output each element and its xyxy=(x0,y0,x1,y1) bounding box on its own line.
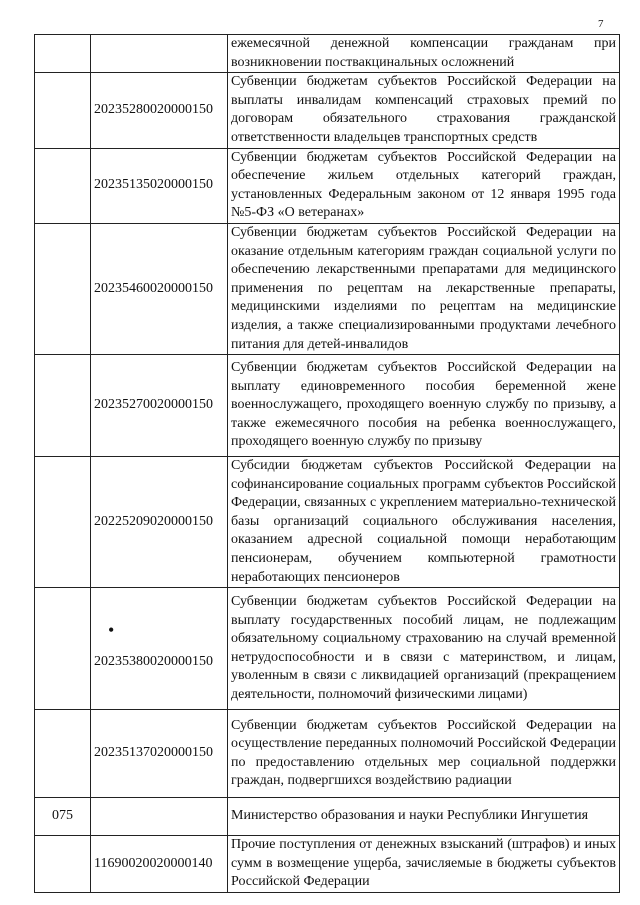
budget-code-cell: 20235135020000150 xyxy=(91,148,228,223)
table-row xyxy=(35,836,620,893)
admin-code-cell xyxy=(35,355,91,457)
budget-code-cell xyxy=(91,35,228,73)
admin-code-cell xyxy=(35,148,91,223)
revenue-name-cell: Субвенции бюджетам субъектов Российской Федерации на выплату государственных пособий лицам, не подлежащим обязательному социальному страхованию на случай временной нетрудоспособности и в связи с материнством, и лицам, уволенным в связи с ликвидацией организаций (прекращением деятельности, полномочий физическими лицами) xyxy=(228,588,620,710)
table-row xyxy=(35,588,620,710)
budget-code-cell: 20235137020000150 xyxy=(91,710,228,798)
page-number: 7 xyxy=(598,18,604,30)
table-row xyxy=(35,457,620,588)
budget-code-text: 20235380020000150 xyxy=(94,654,213,670)
revenue-name-cell: Субсидии бюджетам субъектов Российской Федерации на софинансирование социальных программ субъектов Российской Федерации, связанных с укреплением материально-технической базы организаций социального обслуживания населения, оказанием адресной социальной помощи неработающим пенсионерам, обучением компьютерной грамотности неработающих пенсионеров xyxy=(228,457,620,588)
table-row xyxy=(35,73,620,148)
table-row xyxy=(35,355,620,457)
revenue-name-cell: ежемесячной денежной компенсации гражданам при возникновении поствакцинальных осложнений xyxy=(228,35,620,73)
budget-code-cell xyxy=(91,588,228,710)
budget-code-cell xyxy=(91,798,228,836)
revenue-name-cell: Субвенции бюджетам субъектов Российской Федерации на оказание отдельным категориям граждан социальной услуги по обеспечению лекарственными препаратами для медицинского применения по рецептам на лекарственные препараты, медицинскими изделиями по рецептам на медицинские изделия, а также специализированными продуктами лечебного питания для детей-инвалидов xyxy=(228,223,620,354)
budget-code-cell: 20235280020000150 xyxy=(91,73,228,148)
revenue-name-cell: Субвенции бюджетам субъектов Российской Федерации на обеспечение жильем отдельных категорий граждан, установленных Федеральным законом от 12 января 1995 года №5-ФЗ «О ветеранах» xyxy=(228,148,620,223)
budget-code-cell: 20235270020000150 xyxy=(91,355,228,457)
table-row xyxy=(35,798,620,836)
table-row xyxy=(35,35,620,73)
table-row xyxy=(35,148,620,223)
margin-mark: • xyxy=(108,620,115,641)
revenue-name-cell: Субвенции бюджетам субъектов Российской Федерации на выплату единовременного пособия беременной жене военнослужащего, проходящего военную службу по призыву, а также ежемесячного пособия на ребенка военнослужащего, проходящего военную службу по призыву xyxy=(228,355,620,457)
table-row xyxy=(35,223,620,354)
revenue-name-cell: Субвенции бюджетам субъектов Российской Федерации на осуществление переданных полномочий Российской Федерации по предоставлению отдельных мер социальной поддержки граждан, подвергшихся воздействию радиации xyxy=(228,710,620,798)
budget-code-cell: 20225209020000150 xyxy=(91,457,228,588)
revenue-name-cell: Субвенции бюджетам субъектов Российской Федерации на выплаты инвалидам компенсаций страховых премий по договорам обязательного страхования гражданской ответственности владельцев транспортных средств xyxy=(228,73,620,148)
admin-code-cell: 075 xyxy=(35,798,91,836)
revenue-name-cell: Прочие поступления от денежных взысканий (штрафов) и иных сумм в возмещение ущерба, зачисляемые в бюджеты субъектов Российской Федерации xyxy=(228,836,620,893)
admin-code-cell xyxy=(35,588,91,710)
admin-code-cell xyxy=(35,457,91,588)
admin-code-cell xyxy=(35,73,91,148)
admin-code-cell xyxy=(35,710,91,798)
budget-codes-table xyxy=(34,34,620,893)
budget-code-cell: 20235460020000150 xyxy=(91,223,228,354)
table-row xyxy=(35,710,620,798)
revenue-name-cell: Министерство образования и науки Республики Ингушетия xyxy=(228,798,620,836)
admin-code-cell xyxy=(35,223,91,354)
admin-code-cell xyxy=(35,35,91,73)
budget-code-cell: 11690020020000140 xyxy=(91,836,228,893)
admin-code-cell xyxy=(35,836,91,893)
